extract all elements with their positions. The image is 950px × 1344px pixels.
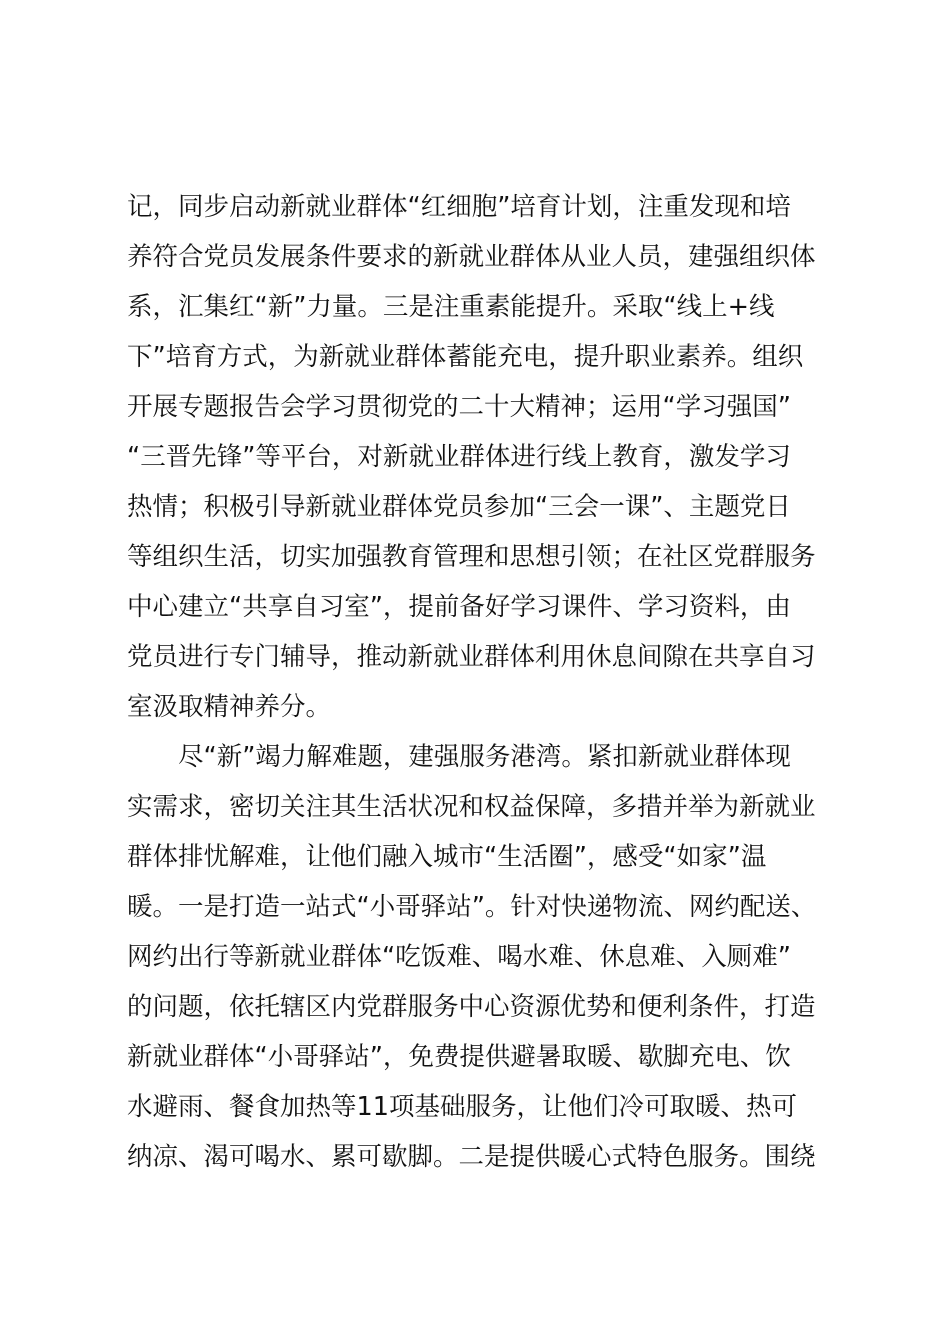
- text-line: 热情；积极引导新就业群体党员参加“三会一课”、主题党日: [127, 492, 791, 522]
- text-line: 养符合党员发展条件要求的新就业群体从业人员，建强组织体: [127, 242, 816, 272]
- text-line: 记，同步启动新就业群体“红细胞”培育计划，注重发现和培: [127, 192, 791, 222]
- text-line: 系，汇集红“新”力量。三是注重素能提升。采取“线上+线: [127, 292, 775, 322]
- text-line: 新就业群体“小哥驿站”，免费提供避暑取暖、歇脚充电、饮: [127, 1042, 791, 1072]
- text-line: 下”培育方式，为新就业群体蓄能充电，提升职业素养。组织: [127, 342, 804, 372]
- text-line: 水避雨、餐食加热等11项基础服务，让他们冷可取暖、热可: [127, 1092, 797, 1122]
- text-line: 实需求，密切关注其生活状况和权益保障，多措并举为新就业: [127, 792, 816, 822]
- text-line: 群体排忧解难，让他们融入城市“生活圈”，感受“如家”温: [127, 842, 767, 872]
- text-line: 网约出行等新就业群体“吃饭难、喝水难、休息难、入厕难”: [127, 942, 791, 972]
- text-line: 中心建立“共享自习室”，提前备好学习课件、学习资料，由: [127, 592, 791, 622]
- text-line: 尽“新”竭力解难题，建强服务港湾。紧扣新就业群体现: [127, 742, 791, 772]
- text-line: “三晋先锋”等平台，对新就业群体进行线上教育，激发学习: [127, 442, 791, 472]
- text-line: 等组织生活，切实加强教育管理和思想引领；在社区党群服务: [127, 542, 816, 572]
- text-line: 室汲取精神养分。: [127, 692, 332, 722]
- text-line: 纳凉、渴可喝水、累可歇脚。二是提供暖心式特色服务。围绕: [127, 1142, 816, 1172]
- body-text: [127, 182, 847, 1182]
- text-line: 党员进行专门辅导，推动新就业群体利用休息间隙在共享自习: [127, 642, 816, 672]
- text-line: 开展专题报告会学习贯彻党的二十大精神；运用“学习强国”: [127, 392, 791, 422]
- text-line: 的问题，依托辖区内党群服务中心资源优势和便利条件，打造: [127, 992, 816, 1022]
- text-line: 暖。一是打造一站式“小哥驿站”。针对快递物流、网约配送、: [127, 892, 817, 922]
